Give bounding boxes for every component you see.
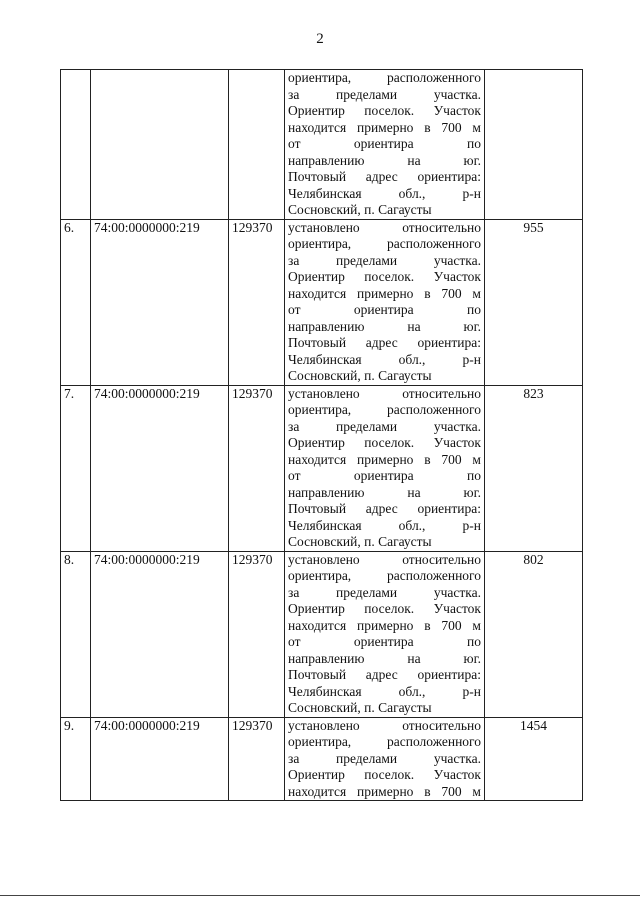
description-line <box>288 734 481 751</box>
description-word: Участок <box>433 601 481 616</box>
location-description-cell <box>285 551 485 717</box>
description-word: Участок <box>433 767 481 782</box>
description-word: установлено <box>288 385 360 401</box>
total-area-cell: 129370 <box>229 717 285 801</box>
description-line <box>288 352 481 369</box>
description-word: Участок <box>433 103 481 118</box>
description-word: на <box>407 650 421 666</box>
description-line <box>288 667 481 684</box>
description-word: р-н <box>462 517 481 533</box>
description-line <box>288 501 481 518</box>
description-word: установлено <box>288 551 360 567</box>
description-line <box>288 568 481 585</box>
description-word: Участок <box>433 435 481 450</box>
location-description-cell <box>285 717 485 801</box>
description-line <box>288 634 481 651</box>
description-word: пределами <box>336 584 398 600</box>
description-word: Участок <box>433 269 481 284</box>
description-word: Ориентир <box>288 103 345 118</box>
description-line <box>288 120 481 137</box>
description-word: ориентира, <box>288 734 352 749</box>
description-line <box>288 552 481 569</box>
description-line <box>288 302 481 319</box>
description-word: пределами <box>336 418 398 434</box>
description-word: ориентира <box>353 634 414 649</box>
description-line <box>288 534 481 551</box>
description-word: поселок. <box>364 435 415 450</box>
plot-area-cell: 823 <box>485 385 583 551</box>
description-line <box>288 319 481 336</box>
description-line <box>288 468 481 485</box>
description-word: 700 <box>441 783 462 799</box>
description-word: направлению <box>288 318 365 334</box>
description-word: на <box>407 318 421 334</box>
plot-area-cell: 955 <box>485 219 583 385</box>
description-word: находится <box>288 783 347 799</box>
description-line <box>288 618 481 635</box>
description-line <box>288 518 481 535</box>
description-word: за <box>288 86 300 102</box>
plot-area-cell: 1454 <box>485 717 583 801</box>
description-word: за <box>288 750 300 766</box>
description-word: за <box>288 252 300 268</box>
description-word: адрес <box>365 169 398 184</box>
description-line <box>288 269 481 286</box>
description-word: обл., <box>398 351 426 367</box>
description-line <box>288 684 481 701</box>
description-line <box>288 452 481 469</box>
description-word: участка. <box>433 584 481 600</box>
row-number-cell: 6. <box>61 219 91 385</box>
total-area-cell: 129370 <box>229 551 285 717</box>
description-line <box>288 386 481 403</box>
description-word: примерно <box>356 783 414 799</box>
description-line <box>288 335 481 352</box>
plot-area-cell: 802 <box>485 551 583 717</box>
description-word: установлено <box>288 717 360 733</box>
description-line <box>288 784 481 801</box>
description-word: в <box>424 285 431 301</box>
total-area-cell <box>229 70 285 220</box>
description-line <box>288 103 481 120</box>
description-word: в <box>424 119 431 135</box>
description-word: участка. <box>433 750 481 766</box>
description-line <box>288 153 481 170</box>
description-word: участка. <box>433 418 481 434</box>
description-word: Почтовый <box>288 501 347 516</box>
description-word: обл., <box>398 517 426 533</box>
description-word: по <box>467 136 481 151</box>
description-line <box>288 169 481 186</box>
description-word: ориентира: <box>417 501 481 516</box>
cadastral-number-cell: 74:00:0000000:219 <box>91 385 229 551</box>
description-word: ориентира, <box>288 568 352 583</box>
description-word: на <box>407 484 421 500</box>
description-word: расположенного <box>387 734 481 749</box>
description-word: м <box>472 783 481 799</box>
description-word: р-н <box>462 185 481 201</box>
description-word: Челябинская <box>288 683 362 699</box>
description-word: от <box>288 634 301 649</box>
description-word: ориентира, <box>288 70 352 85</box>
page-number: 2 <box>316 31 324 47</box>
description-word: м <box>472 617 481 633</box>
description-line <box>288 585 481 602</box>
description-word: ориентира: <box>417 335 481 350</box>
description-word: за <box>288 418 300 434</box>
table-row <box>61 219 583 385</box>
description-word: адрес <box>365 335 398 350</box>
row-number-cell: 7. <box>61 385 91 551</box>
description-word: Челябинская <box>288 517 362 533</box>
cadastral-number-cell: 74:00:0000000:219 <box>91 551 229 717</box>
description-word: Почтовый <box>288 169 347 184</box>
description-word: обл., <box>398 185 426 201</box>
description-word: в <box>424 617 431 633</box>
description-word: установлено <box>288 219 360 235</box>
description-word: 700 <box>441 451 462 467</box>
description-word: примерно <box>356 451 414 467</box>
description-line <box>288 601 481 618</box>
description-word: пределами <box>336 86 398 102</box>
cadastral-number-cell: 74:00:0000000:219 <box>91 219 229 385</box>
description-word: поселок. <box>364 269 415 284</box>
description-word: 700 <box>441 119 462 135</box>
description-word: поселок. <box>364 103 415 118</box>
description-word: Почтовый <box>288 335 347 350</box>
description-word: от <box>288 468 301 483</box>
table-row <box>61 70 583 220</box>
location-description-cell <box>285 385 485 551</box>
description-word: пределами <box>336 252 398 268</box>
description-line <box>288 87 481 104</box>
description-word: юг. <box>463 484 481 500</box>
description-word: находится <box>288 119 347 135</box>
description-word: направлению <box>288 650 365 666</box>
description-word: ориентира <box>353 302 414 317</box>
description-line <box>288 253 481 270</box>
description-word: расположенного <box>387 402 481 417</box>
description-word: от <box>288 136 301 151</box>
description-word: ориентира <box>353 468 414 483</box>
description-word: ориентира: <box>417 169 481 184</box>
description-word: ориентира, <box>288 402 352 417</box>
description-word: примерно <box>356 617 414 633</box>
description-word: м <box>472 119 481 135</box>
description-line <box>288 202 481 219</box>
description-word: адрес <box>365 501 398 516</box>
description-word: юг. <box>463 152 481 168</box>
description-line <box>288 700 481 717</box>
description-word: Челябинская <box>288 351 362 367</box>
description-word: примерно <box>356 119 414 135</box>
description-word: по <box>467 468 481 483</box>
description-word: в <box>424 783 431 799</box>
plot-area-cell <box>485 70 583 220</box>
cadastral-number-cell: 74:00:0000000:219 <box>91 717 229 801</box>
description-word: Ориентир <box>288 435 345 450</box>
description-line <box>288 402 481 419</box>
table-row <box>61 385 583 551</box>
land-plots-table <box>60 69 583 801</box>
description-line <box>288 286 481 303</box>
description-word: юг. <box>463 318 481 334</box>
cadastral-number-cell <box>91 70 229 220</box>
description-word: Ориентир <box>288 601 345 616</box>
description-word: обл., <box>398 683 426 699</box>
description-word: расположенного <box>387 568 481 583</box>
table-row <box>61 551 583 717</box>
description-word: от <box>288 302 301 317</box>
description-word: ориентира <box>353 136 414 151</box>
description-line <box>288 419 481 436</box>
description-word: по <box>467 634 481 649</box>
description-word: р-н <box>462 683 481 699</box>
table-body <box>61 70 583 801</box>
description-word: находится <box>288 285 347 301</box>
description-word: 700 <box>441 285 462 301</box>
description-word: относительно <box>402 717 481 733</box>
description-word: на <box>407 152 421 168</box>
description-word: относительно <box>402 385 481 401</box>
description-word: р-н <box>462 351 481 367</box>
description-word: поселок. <box>364 767 415 782</box>
description-word: относительно <box>402 551 481 567</box>
description-word: относительно <box>402 219 481 235</box>
description-word: Сосновский, п. Сагаусты <box>288 202 432 217</box>
description-word: участка. <box>433 252 481 268</box>
description-word: Сосновский, п. Сагаусты <box>288 700 432 715</box>
description-line <box>288 751 481 768</box>
table-row <box>61 717 583 801</box>
description-word: поселок. <box>364 601 415 616</box>
description-word: юг. <box>463 650 481 666</box>
description-line <box>288 368 481 385</box>
description-word: примерно <box>356 285 414 301</box>
description-word: находится <box>288 617 347 633</box>
location-description-cell <box>285 70 485 220</box>
description-word: участка. <box>433 86 481 102</box>
total-area-cell: 129370 <box>229 219 285 385</box>
row-number-cell <box>61 70 91 220</box>
description-word: направлению <box>288 152 365 168</box>
total-area-cell: 129370 <box>229 385 285 551</box>
description-word: адрес <box>365 667 398 682</box>
page-bottom-rule <box>0 895 640 896</box>
description-word: Челябинская <box>288 185 362 201</box>
description-line <box>288 70 481 87</box>
row-number-cell: 9. <box>61 717 91 801</box>
description-line <box>288 435 481 452</box>
description-line <box>288 767 481 784</box>
description-word: ориентира: <box>417 667 481 682</box>
description-word: находится <box>288 451 347 467</box>
description-word: Сосновский, п. Сагаусты <box>288 368 432 383</box>
description-word: расположенного <box>387 70 481 85</box>
description-word: м <box>472 451 481 467</box>
description-word: Ориентир <box>288 269 345 284</box>
description-line <box>288 651 481 668</box>
description-word: по <box>467 302 481 317</box>
description-word: за <box>288 584 300 600</box>
description-word: Ориентир <box>288 767 345 782</box>
description-word: м <box>472 285 481 301</box>
description-line <box>288 236 481 253</box>
description-word: 700 <box>441 617 462 633</box>
description-word: пределами <box>336 750 398 766</box>
description-word: Сосновский, п. Сагаусты <box>288 534 432 549</box>
description-word: в <box>424 451 431 467</box>
row-number-cell: 8. <box>61 551 91 717</box>
description-line <box>288 186 481 203</box>
description-word: Почтовый <box>288 667 347 682</box>
description-word: расположенного <box>387 236 481 251</box>
location-description-cell <box>285 219 485 385</box>
description-line <box>288 136 481 153</box>
description-word: направлению <box>288 484 365 500</box>
description-line <box>288 718 481 735</box>
description-line <box>288 220 481 237</box>
description-line <box>288 485 481 502</box>
description-word: ориентира, <box>288 236 352 251</box>
